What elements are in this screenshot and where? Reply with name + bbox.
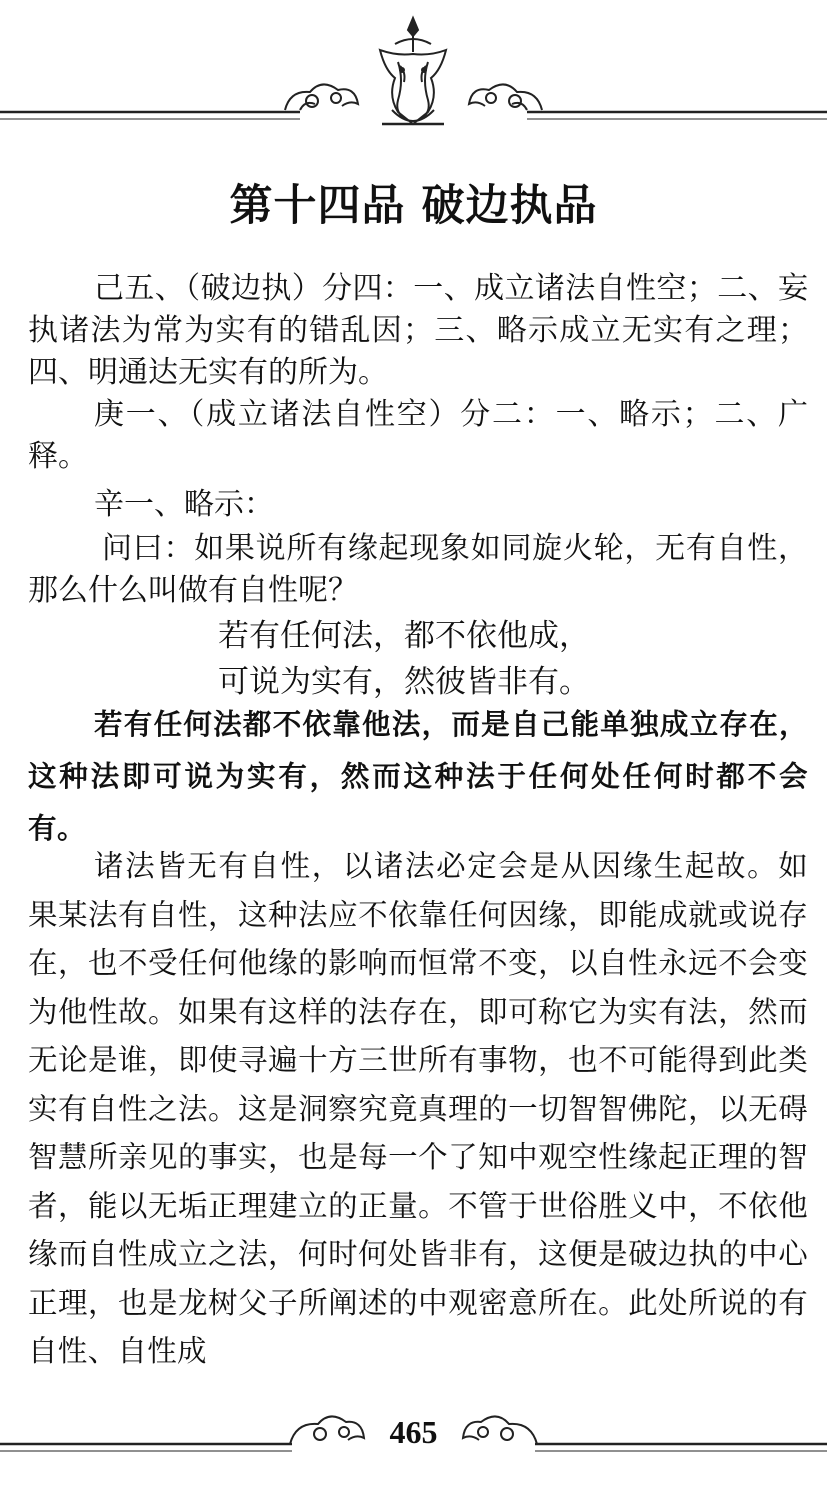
- cloud-scroll-right-icon: [469, 84, 542, 110]
- cloud-scroll-left-icon: [285, 84, 358, 110]
- verse-line-2: 可说为实有，然彼皆非有。: [218, 664, 590, 700]
- commentary-paragraph: 诸法皆无有自性，以诸法必定会是从因缘生起故。如果某法有自性，这种法应不依靠任何因缘，即能成就或说存在，也不受任何他缘的影响而恒常不变，以自性永远不会变为他性故。如果有这样的法存在，即可称它为实有法，然而无论是谁，即使寻遍十方三世所有事物，也不可能得到此类实有自性之法。这是洞察究竟真理的一切智智佛陀，以无碍智慧所亲见的事实，也是每一个了知中观空性缘起正理的智者，能以无垢正理建立的正量。不管于世俗胜义中，不依他缘而自性成立之法，何时何处皆非有，这便是破边执的中心正理，也是龙树父子所阐述的中观密意所在。此处所说的有自性、自性成: [28, 849, 808, 1368]
- header-rule-left: [0, 112, 300, 119]
- header-rule-right: [527, 112, 827, 119]
- chapter-title: 第十四品 破边执品: [229, 181, 598, 231]
- outline-heading-3: 辛一、略示：: [94, 487, 274, 522]
- page-number: 465: [389, 1414, 438, 1450]
- outline-heading-1: 己五、（破边执）分四：一、成立诸法自性空；二、妄执诸法为常为实有的错乱因；三、略示成立无实有之理；四、明通达无实有的所为。: [28, 271, 808, 390]
- header-ornament: [0, 0, 827, 140]
- verse-line-1: 若有任何法，都不依他成，: [218, 618, 590, 654]
- outline-heading-2: 庚一、（成立诸法自性空）分二：一、略示；二、广释。: [28, 397, 808, 474]
- page-header: [0, 0, 827, 140]
- verse-explanation: 若有任何法都不依靠他法，而是自己能单独成立存在，这种法即可说为实有，然而这种法于任何处任何时都不会有。: [28, 707, 808, 845]
- question-paragraph: 问曰：如果说所有缘起现象如同旋火轮，无有自性，那么什么叫做有自性呢？: [28, 531, 808, 608]
- vajra-fish-emblem-icon: [380, 18, 446, 124]
